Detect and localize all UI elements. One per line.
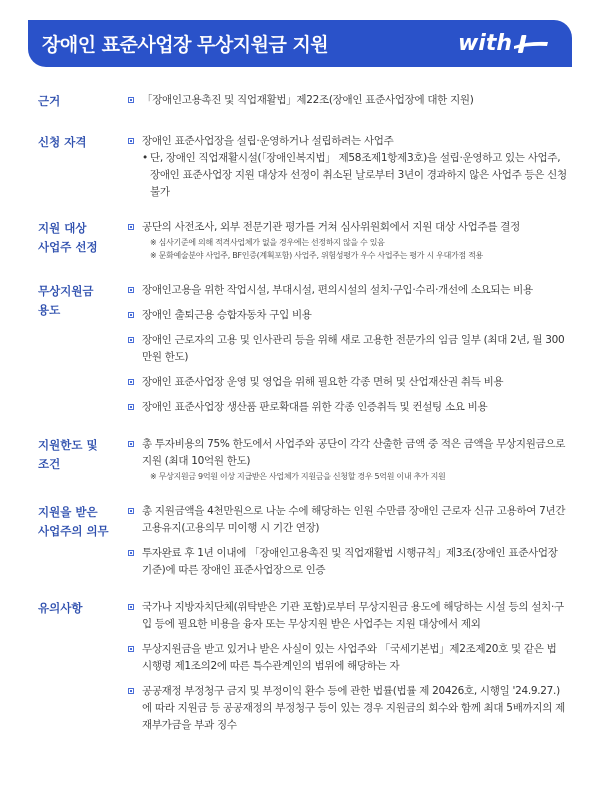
square-bullet-icon xyxy=(128,646,134,652)
section-label: 신청 자격 xyxy=(38,135,87,149)
with-plus-logo xyxy=(458,31,548,56)
list-item: 공단의 사전조사, 외부 전문기관 평가를 거쳐 심사위원회에서 지원 대상 사업주를 결정 xyxy=(128,219,568,236)
section-caution xyxy=(38,599,568,734)
square-bullet-icon xyxy=(128,550,134,556)
plus-swoosh-icon xyxy=(514,33,548,55)
section-label: 무상지원금 용도 xyxy=(38,284,94,317)
list-item: 국가나 지방자치단체(위탁받은 기관 포함)로부터 무상지원금 용도에 해당하는 시설 등의 설치·구입 등에 필요한 비용을 융자 또는 무상지원 받은 사업주는 지원 대상에서 제외 xyxy=(128,599,568,633)
list-item: 장애인 출퇴근용 승합자동차 구입 비용 xyxy=(128,307,568,324)
square-bullet-icon xyxy=(128,441,134,447)
square-bullet-icon xyxy=(128,138,134,144)
list-item: 총 투자비용의 75% 한도에서 사업주와 공단이 각각 산출한 금액 중 적은 금액을 무상지원금으로 지원 (최대 10억원 한도) xyxy=(128,436,568,470)
square-bullet-icon xyxy=(128,508,134,514)
list-item: 장애인 표준사업장 생산품 판로확대를 위한 각종 인증취득 및 컨설팅 소요 비용 xyxy=(128,399,568,416)
section-eligibility xyxy=(38,133,568,201)
section-usage xyxy=(38,282,568,416)
square-bullet-icon xyxy=(128,604,134,610)
list-item: 장애인 표준사업장을 설립·운영하거나 설립하려는 사업주 xyxy=(128,133,568,150)
square-bullet-icon xyxy=(128,337,134,343)
section-selection xyxy=(38,219,568,262)
square-bullet-icon xyxy=(128,688,134,694)
square-bullet-icon xyxy=(128,379,134,385)
square-bullet-icon xyxy=(128,97,134,103)
page-title: 장애인 표준사업장 무상지원금 지원 xyxy=(42,34,329,56)
list-item: 무상지원금을 받고 있거나 받은 사실이 있는 사업주와 「국세기본법」제2조제20호 및 같은 법 시행령 제1조의2에 따른 특수관계인의 범위에 해당하는 자 xyxy=(128,641,568,675)
note: ※ 무상지원금 9억원 이상 지급받은 사업체가 지원금을 신청할 경우 5억원 이내 추가 지원 xyxy=(150,472,446,481)
square-bullet-icon xyxy=(128,312,134,318)
list-item: 「장애인고용촉진 및 직업재활법」제22조(장애인 표준사업장에 대한 지원) xyxy=(128,92,568,109)
note: ※ 문화예술분야 사업주, BF인증(계획포함) 사업주, 위험성평가 우수 사업주는 평가 시 우대가점 적용 xyxy=(150,251,483,260)
section-label: 지원을 받은 사업주의 의무 xyxy=(38,505,109,538)
section-label: 지원한도 및 조건 xyxy=(38,438,98,471)
note: ※ 심사기준에 의해 적격사업체가 없을 경우에는 선정하지 않을 수 있음 xyxy=(150,238,385,247)
section-label: 유의사항 xyxy=(38,601,83,615)
section-obligation xyxy=(38,503,568,579)
list-item: 장애인고용을 위한 작업시설, 부대시설, 편의시설의 설치·구입·수리·개선에 소요되는 비용 xyxy=(128,282,568,299)
sub-item: • 단, 장애인 직업재활시설(「장애인복지법」 제58조제1항제3호)을 설립·운영하고 있는 사업주, 장애인 표준사업장 지원 대상자 선정이 취소된 날로부터 3년이 경과하지 않은 사업주 등은 신청 불가 xyxy=(142,152,567,198)
list-item: 공공재정 부정청구 금지 및 부정이익 환수 등에 관한 법률(법률 제 20426호, 시행일 '24.9.27.)에 따라 지원금 등 공공재정의 부정청구 등이 있는 경우 지원금의 회수와 함께 최대 5배까지의 제재부가금을 부과 징수 xyxy=(128,683,568,734)
list-item: 장애인 표준사업장 운영 및 영업을 위해 필요한 각종 면허 및 산업재산권 취득 비용 xyxy=(128,374,568,391)
logo-text: with xyxy=(457,31,512,56)
section-limit xyxy=(38,436,568,483)
square-bullet-icon xyxy=(128,224,134,230)
section-label: 지원 대상 사업주 선정 xyxy=(38,221,98,254)
section-basis xyxy=(38,92,568,111)
square-bullet-icon xyxy=(128,287,134,293)
square-bullet-icon xyxy=(128,404,134,410)
page-header xyxy=(28,20,572,67)
content xyxy=(38,92,568,734)
section-label: 근거 xyxy=(38,94,61,108)
list-item: 투자완료 후 1년 이내에 「장애인고용촉진 및 직업재활법 시행규칙」제3조(장애인 표준사업장 기준)에 따른 장애인 표준사업장으로 인증 xyxy=(128,545,568,579)
dot-bullet-icon: • xyxy=(142,152,148,164)
list-item: 총 지원금액을 4천만원으로 나눈 수에 해당하는 인원 수만큼 장애인 근로자 신규 고용하여 7년간 고용유지(고용의무 미이행 시 기간 연장) xyxy=(128,503,568,537)
list-item: 장애인 근로자의 고용 및 인사관리 등을 위해 새로 고용한 전문가의 임금 일부 (최대 2년, 월 300만원 한도) xyxy=(128,332,568,366)
